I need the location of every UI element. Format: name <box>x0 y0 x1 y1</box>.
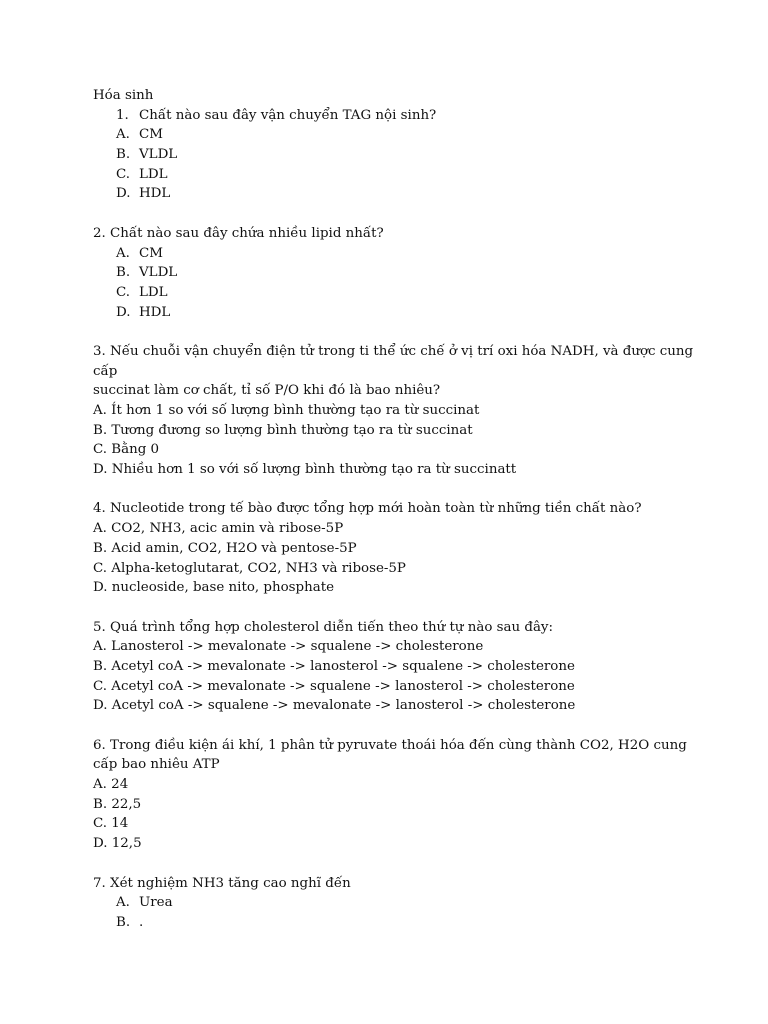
question-5-text: 5. Quá trình tổng hợp cholesterol diễn tiến theo thứ tự nào sau đây: <box>93 619 554 635</box>
question-1 <box>93 106 673 126</box>
option-item <box>93 283 673 303</box>
option-item: C. Alpha-ketoglutarat, CO2, NH3 và ribose-5P <box>93 560 406 576</box>
question-3-text-line-1: 3. Nếu chuỗi vận chuyển điện tử trong ti thể ức chế ở vị trí oxi hóa NADH, và được cung <box>93 343 694 359</box>
spacer <box>93 480 673 500</box>
document-title: Hóa sinh <box>93 88 154 103</box>
question-6-text-line-1: 6. Trong điều kiện ái khí, 1 phân tử pyruvate thoái hóa đến cùng thành CO2, H2O cung <box>93 737 687 753</box>
option-marker: C. <box>116 166 131 182</box>
option-text: VLDL <box>139 147 178 163</box>
option-item: C. 14 <box>93 816 129 832</box>
option-item <box>93 913 673 933</box>
question-6-text-line-2: cấp bao nhiêu ATP <box>93 757 220 773</box>
option-marker: B. <box>116 265 131 281</box>
option-item: A. 24 <box>93 777 129 793</box>
spacer <box>93 204 673 224</box>
question-number: 1. <box>116 107 129 123</box>
question-7-text: 7. Xét nghiệm NH3 tăng cao nghĩ đến <box>93 875 351 891</box>
option-item: C. Bằng 0 <box>93 442 160 458</box>
option-text: . <box>139 914 144 930</box>
option-item <box>93 125 673 145</box>
option-marker: C. <box>116 284 131 300</box>
option-item: A. Lanosterol -> mevalonate -> squalene -> cholesterone <box>93 639 484 655</box>
option-marker: A. <box>116 245 130 261</box>
option-item <box>93 244 673 264</box>
option-item: B. 22,5 <box>93 796 142 812</box>
option-text: LDL <box>139 284 168 300</box>
option-item: B. Tương đương so lượng bình thường tạo ra từ succinat <box>93 422 473 438</box>
spacer <box>93 854 673 874</box>
option-text: CM <box>139 245 163 261</box>
option-item: D. Nhiều hơn 1 so với số lượng bình thường tạo ra từ succinatt <box>93 462 517 478</box>
option-text: LDL <box>139 166 168 182</box>
option-item <box>93 184 673 204</box>
option-item <box>93 303 673 323</box>
question-text: Chất nào sau đây vận chuyển TAG nội sinh? <box>139 107 437 123</box>
option-item: A. CO2, NH3, acic amin và ribose-5P <box>93 521 344 537</box>
option-text: HDL <box>139 186 171 202</box>
question-2-text: 2. Chất nào sau đây chứa nhiều lipid nhất? <box>93 225 384 241</box>
option-marker: D. <box>116 304 131 320</box>
option-text: HDL <box>139 304 171 320</box>
option-item: D. nucleoside, base nito, phosphate <box>93 580 335 596</box>
option-item: D. 12,5 <box>93 836 142 852</box>
spacer <box>93 598 673 618</box>
option-item <box>93 165 673 185</box>
question-3-text-line-2: cấp <box>93 363 118 379</box>
option-marker: A. <box>116 127 130 143</box>
option-marker: D. <box>116 186 131 202</box>
option-text: VLDL <box>139 265 178 281</box>
option-text: CM <box>139 127 163 143</box>
document-page <box>93 86 694 933</box>
question-4-text: 4. Nucleotide trong tế bào được tổng hợp mới hoàn toàn từ những tiền chất nào? <box>93 501 642 517</box>
option-item <box>93 263 673 283</box>
option-item: B. Acid amin, CO2, H2O và pentose-5P <box>93 540 357 556</box>
option-marker: A. <box>116 895 130 911</box>
option-marker: B. <box>116 914 131 930</box>
option-item: C. Acetyl coA -> mevalonate -> squalene -> lanosterol -> cholesterone <box>93 678 575 694</box>
option-marker: B. <box>116 147 131 163</box>
option-text: Urea <box>139 895 173 911</box>
option-item <box>93 145 673 165</box>
spacer <box>93 716 673 736</box>
option-item: A. Ít hơn 1 so với số lượng bình thường tạo ra từ succinat <box>93 403 480 418</box>
option-item: B. Acetyl coA -> mevalonate -> lanosterol -> squalene -> cholesterone <box>93 658 575 674</box>
option-item <box>93 893 673 913</box>
question-3-text-line-3: succinat làm cơ chất, tỉ số P/O khi đó là bao nhiêu? <box>93 383 441 399</box>
spacer <box>93 322 673 342</box>
option-item: D. Acetyl coA -> squalene -> mevalonate -> lanosterol -> cholesterone <box>93 698 576 714</box>
